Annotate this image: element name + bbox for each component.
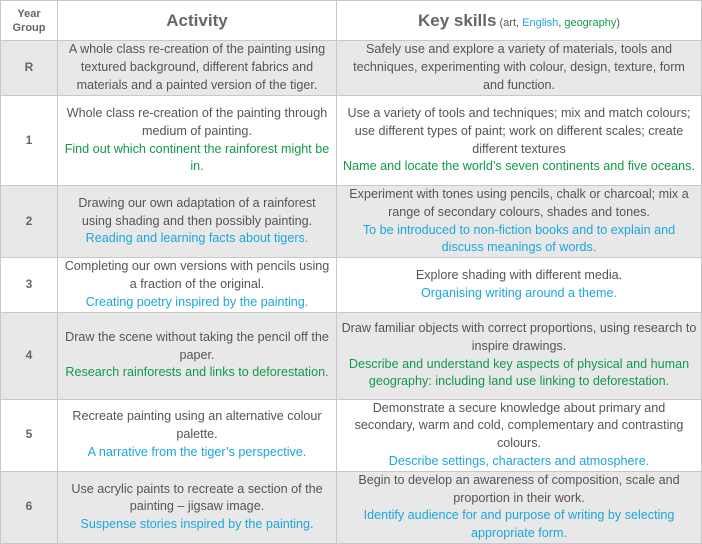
skills-text: Demonstrate a secure knowledge about primary and secondary, warm and cold, complementary and contrasting colours. — [354, 400, 684, 451]
year-cell: 1 — [1, 96, 58, 186]
activity-english-text: Reading and learning facts about tigers. — [85, 231, 309, 246]
skills-text: Begin to develop an awareness of composition, scale and proportion in their work. — [358, 472, 680, 505]
activity-cell — [58, 312, 337, 399]
legend-close: ) — [616, 16, 620, 29]
year-cell: 4 — [1, 312, 58, 399]
activity-cell — [58, 96, 337, 186]
key-skills-title: Key skills — [418, 10, 497, 30]
table-row — [1, 471, 702, 543]
skills-text: Safely use and explore a variety of materials, tools and techniques, experimenting with colour, design, texture, form and function. — [353, 42, 685, 92]
legend-sep: , — [558, 16, 565, 29]
activity-cell — [58, 399, 337, 471]
skills-cell — [337, 258, 702, 312]
legend-geography: geography — [564, 16, 617, 29]
skills-english-text: Describe settings, characters and atmosphere. — [388, 453, 650, 468]
table-row — [1, 258, 702, 312]
skills-cell — [337, 312, 702, 399]
activity-geography-text: Research rainforests and links to deforestation. — [65, 365, 329, 380]
activity-text: Draw the scene without taking the pencil off the paper. — [65, 329, 329, 362]
table-row — [1, 312, 702, 399]
year-cell: 2 — [1, 186, 58, 258]
activity-text: A whole class re-creation of the painting using textured background, different fabrics and materials and a painted version of the tiger. — [68, 42, 326, 92]
activity-text: Whole class re-creation of the painting through medium of painting. — [66, 105, 328, 138]
activity-geography-text: Find out which continent the rainforest might be in. — [64, 141, 330, 174]
activity-text: Recreate painting using an alternative colour palette. — [72, 409, 322, 442]
table-row — [1, 186, 702, 258]
key-skills-header — [337, 1, 702, 41]
skills-text: Explore shading with different media. — [415, 268, 623, 283]
activity-cell — [58, 258, 337, 312]
skills-english-text: To be introduced to non-fiction books and to explain and discuss meanings of words. — [362, 222, 676, 255]
skills-geography-text: Name and locate the world’s seven continents and five oceans. — [343, 159, 695, 174]
skills-english-text: Organising writing around a theme. — [420, 285, 617, 300]
activity-cell — [58, 186, 337, 258]
skills-cell — [337, 41, 702, 96]
skills-text: Draw familiar objects with correct proportions, using research to inspire drawings. — [341, 320, 697, 353]
skills-cell — [337, 471, 702, 543]
year-cell: R — [1, 41, 58, 96]
activity-text: Completing our own versions with pencils using a fraction of the original. — [64, 259, 330, 291]
skills-geography-text: Describe and understand key aspects of physical and human geography: including land use linking to deforestation. — [348, 356, 690, 389]
year-cell: 3 — [1, 258, 58, 312]
skills-text: Experiment with tones using pencils, chalk or charcoal; mix a range of secondary colours, shades and tones. — [349, 187, 689, 219]
activity-english-text: A narrative from the tiger’s perspective. — [87, 445, 307, 460]
year-cell: 5 — [1, 399, 58, 471]
skills-cell — [337, 186, 702, 258]
table-row — [1, 41, 702, 96]
legend-english: English — [522, 16, 559, 29]
activity-cell — [58, 471, 337, 543]
legend-open: (art, — [496, 16, 523, 29]
skills-cell — [337, 96, 702, 186]
header-row — [1, 1, 702, 41]
table-row — [1, 96, 702, 186]
table-row — [1, 399, 702, 471]
activity-english-text: Creating poetry inspired by the painting. — [85, 294, 309, 309]
activity-text: Drawing our own adaptation of a rainforest using shading and then possibly painting. — [78, 195, 316, 228]
activity-cell — [58, 41, 337, 96]
activity-english-text: Suspense stories inspired by the painting. — [80, 517, 314, 532]
year-group-header: Year Group — [1, 1, 58, 41]
skills-text: Use a variety of tools and techniques; mix and match colours; use different types of paint; work on different scales; create different textures — [347, 105, 691, 156]
skills-english-text: Identify audience for and purpose of writing by selecting appropriate form. — [363, 508, 675, 541]
skills-cell — [337, 399, 702, 471]
activity-header: Activity — [58, 1, 337, 41]
activity-text: Use acrylic paints to recreate a section of the painting – jigsaw image. — [71, 481, 323, 514]
year-cell: 6 — [1, 471, 58, 543]
